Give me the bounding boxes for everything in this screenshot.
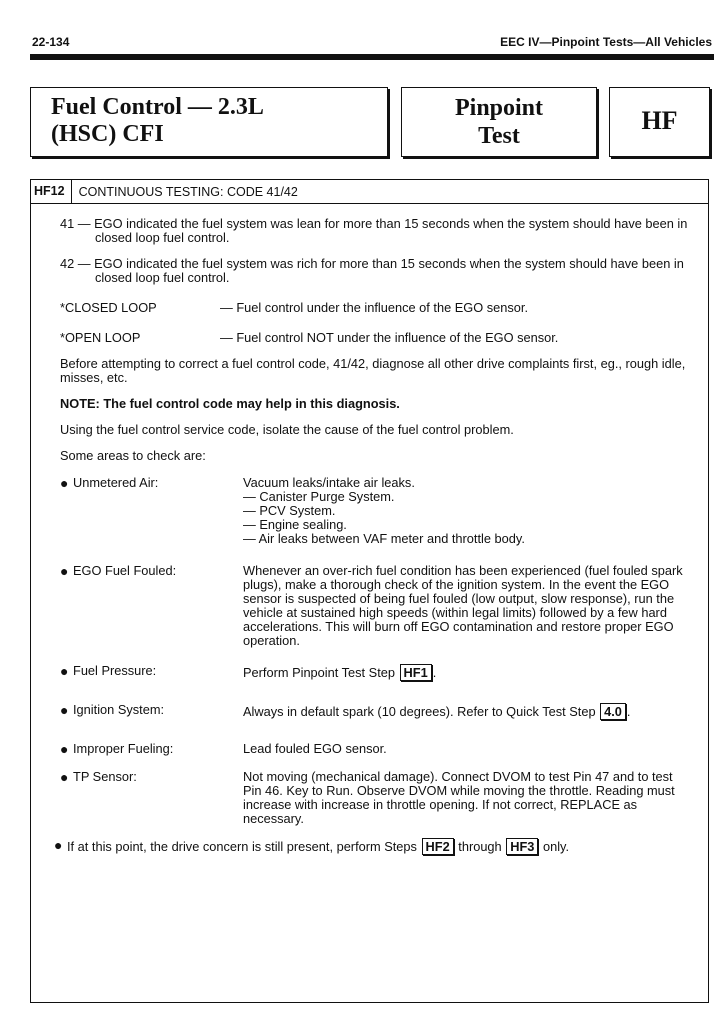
step-ref-hf3[interactable]: HF3 <box>506 838 538 855</box>
final-instruction <box>54 838 690 855</box>
final-text <box>67 838 690 855</box>
running-head: EEC IV—Pinpoint Tests—All Vehicles <box>500 35 712 49</box>
step-ref-4-0[interactable]: 4.0 <box>600 703 626 720</box>
check-line: — PCV System. <box>243 503 336 518</box>
check-text: Lead fouled EGO sensor. <box>243 741 387 756</box>
final-text-part: through <box>458 839 502 854</box>
check-text-part: Always in default spark (10 degrees). Refer to Quick Test Step <box>243 704 596 719</box>
step-header <box>31 180 708 204</box>
check-label: Ignition System: <box>73 702 165 717</box>
check-line: — Engine sealing. <box>243 517 347 532</box>
bullet-icon: ● <box>60 663 69 679</box>
check-label: Fuel Pressure: <box>73 663 157 678</box>
code-42-description: 42 — EGO indicated the fuel system was rich for more than 15 seconds when the system should have been in closed loop fuel control. <box>60 256 684 285</box>
check-label: Improper Fueling: <box>73 741 174 756</box>
definition-closed-loop <box>60 301 690 315</box>
check-ego-fuel-fouled <box>60 564 690 648</box>
definition-term: *OPEN LOOP <box>60 330 141 345</box>
check-text <box>243 476 690 546</box>
test-type-box <box>401 87 597 157</box>
step-ref-hf1[interactable]: HF1 <box>400 664 432 681</box>
check-text-end: . <box>626 704 631 719</box>
bullet-icon: ● <box>54 837 63 853</box>
before-paragraph: Before attempting to correct a fuel control code, 41/42, diagnose all other drive complaints first, eg., rough idle, misses, etc. <box>60 356 686 385</box>
using-paragraph: Using the fuel control service code, isolate the cause of the fuel control problem. <box>60 422 514 437</box>
final-text-part: only. <box>542 839 570 854</box>
step-frame <box>30 179 709 1003</box>
check-line: — Canister Purge System. <box>243 489 395 504</box>
bullet-icon: ● <box>60 741 69 757</box>
test-title-box <box>30 87 388 157</box>
check-tp-sensor <box>60 770 690 826</box>
check-text: Whenever an over-rich fuel condition has been experienced (fuel fouled spark plugs), make a thorough check of the ignition system. In the event the EGO sensor is suspected of being fuel fouled (low output, slow response), run the vehicle at sustained high speeds (within legal limits) followed by a few hard accelerations. This will burn off EGO contamination and restore proper EGO operation. <box>243 563 683 648</box>
definition-desc: — Fuel control NOT under the influence of the EGO sensor. <box>220 330 559 345</box>
definition-open-loop <box>60 331 690 345</box>
bullet-icon: ● <box>60 475 69 491</box>
check-text-end: . <box>432 665 437 680</box>
check-label: Unmetered Air: <box>73 475 159 490</box>
test-type-line2: Test <box>478 123 520 149</box>
step-ref-hf2[interactable]: HF2 <box>422 838 454 855</box>
check-unmetered-air <box>60 476 690 546</box>
check-improper-fueling <box>60 742 690 756</box>
check-text: Not moving (mechanical damage). Connect DVOM to test Pin 47 and to test Pin 46. Key to Run. Observe DVOM while moving the throttle. Reading must increase with increase in throttle opening. If not correct, REPLACE as necessary. <box>243 769 675 826</box>
test-code-box: HF <box>609 87 710 157</box>
check-text <box>243 703 690 720</box>
check-text-part: Perform Pinpoint Test Step <box>243 665 395 680</box>
check-line: Vacuum leaks/intake air leaks. <box>243 475 415 490</box>
bullet-icon: ● <box>60 702 69 718</box>
check-fuel-pressure <box>60 664 690 681</box>
check-line: — Air leaks between VAF meter and throttle body. <box>243 531 525 546</box>
bullet-icon: ● <box>60 769 69 785</box>
areas-paragraph: Some areas to check are: <box>60 448 206 463</box>
step-content <box>54 216 690 869</box>
note-paragraph: NOTE: The fuel control code may help in this diagnosis. <box>60 396 400 411</box>
check-text <box>243 664 690 681</box>
definition-desc: — Fuel control under the influence of the EGO sensor. <box>220 300 529 315</box>
test-title-line1: Fuel Control — 2.3L <box>51 94 264 120</box>
bullet-icon: ● <box>60 563 69 579</box>
definition-term: *CLOSED LOOP <box>60 300 157 315</box>
test-title-line2: (HSC) CFI <box>51 121 164 147</box>
check-label: TP Sensor: <box>73 769 137 784</box>
code-41-description: 41 — EGO indicated the fuel system was lean for more than 15 seconds when the system should have been in closed loop fuel control. <box>60 216 688 245</box>
step-title: CONTINUOUS TESTING: CODE 41/42 <box>78 184 298 199</box>
page-number: 22-134 <box>32 35 70 49</box>
check-ignition-system <box>60 703 690 720</box>
step-id: HF12 <box>31 180 72 203</box>
check-label: EGO Fuel Fouled: <box>73 563 177 578</box>
header-rule <box>30 54 714 60</box>
test-type-line1: Pinpoint <box>454 95 544 121</box>
final-text-part: If at this point, the drive concern is still present, perform Steps <box>67 839 417 854</box>
